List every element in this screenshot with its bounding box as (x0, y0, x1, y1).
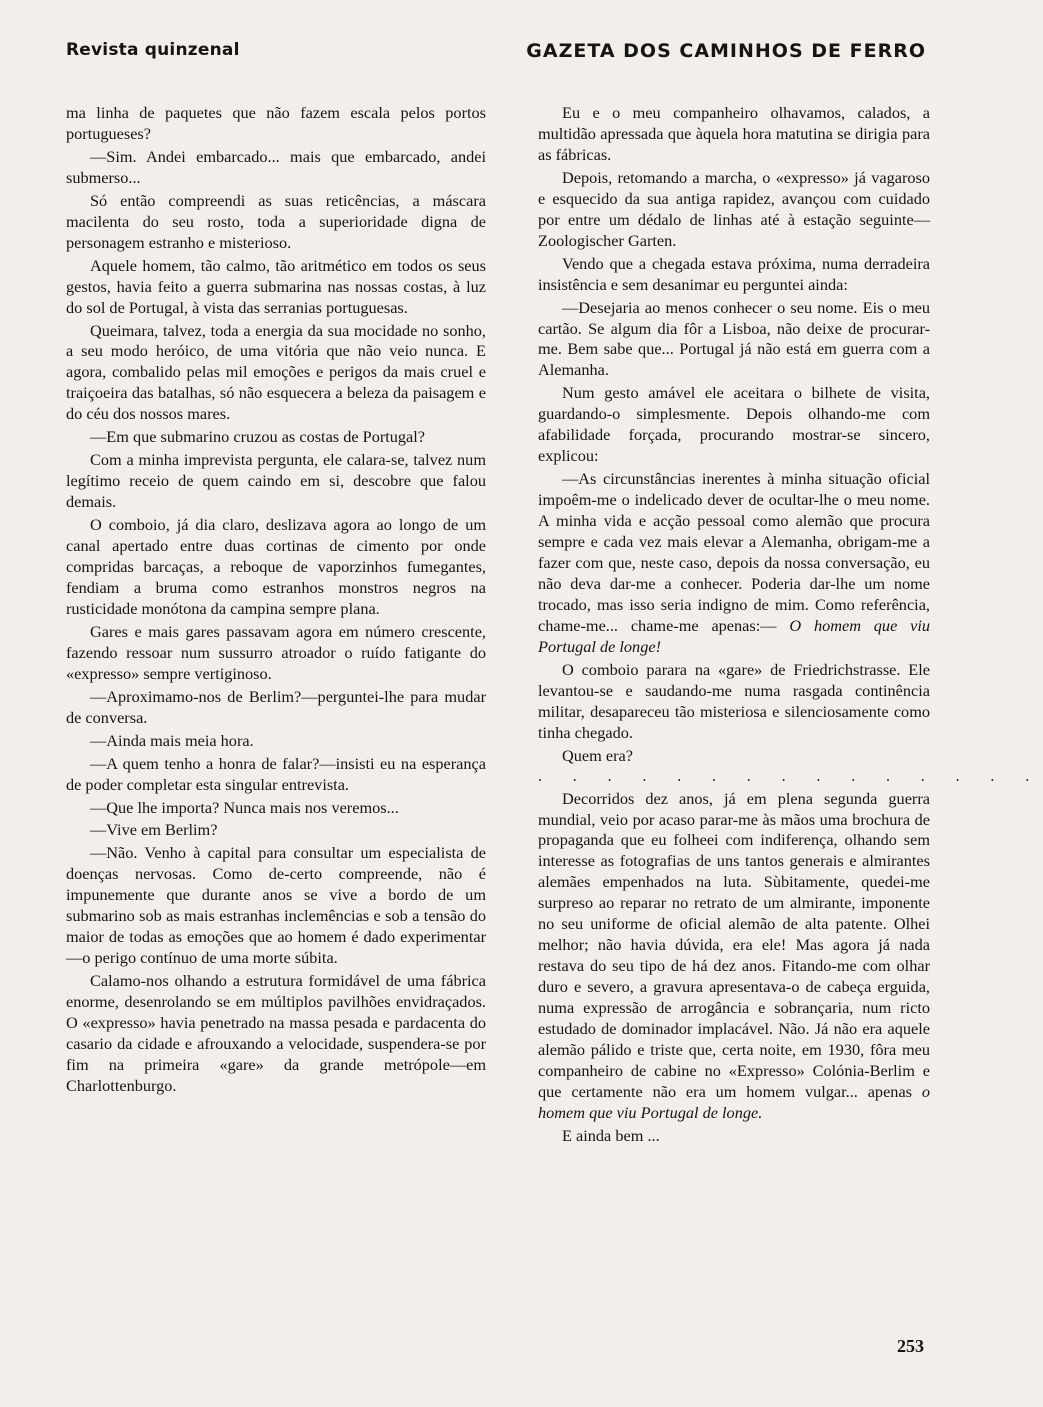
paragraph: E ainda bem ... (562, 1125, 660, 1145)
paragraph: O comboio, já dia claro, deslizava agora ao longo de um canal apertado entre duas cortinas de cimento por onde compridas barcaças, a reboque de vaporzinhos fumegantes, fendiam a bruma como estranhos monstros negros na rusticidade monótona da campina sempre plana. (66, 515, 486, 618)
dialogue-text: —As circunstâncias inerentes à minha situação oficial impoêm-me o indelicado dever de ocultar-lhe o meu nome. A minha vida e acção pessoal como alemão que procura sempre e cada vez mais elevar a Alemanha, obrigam-me a fazer com que, neste caso, depois da nossa conversação, eu não deva dar-me a conhecer. Poderia dar-lhe um nome trocado, mas isso seria indigno de mim. Como referência, chame-me... chame-me apenas:— (538, 469, 930, 635)
narrative-text: Decorridos dez anos, já em plena segunda guerra mundial, veio por acaso parar-me às mãos uma brochura de propaganda que eu folheei com indiferença, olhando sem interesse as fotografias de uns tantos generais e almirantes alemães empenhados na luta. Sùbitamente, quedei-me surpreso ao reparar no retrato de um almirante, imponente no seu uniforme de oficial alemão de alta patente. Olhei melhor; não havia dúvida, era ele! Mas agora já nada restava do seu tipo de há dez anos. Fitando-me com olhar duro e severo, a gravura apresentava-o de cabeça erguida, numa expressão de arrogância e sobrançaria, num ricto estudado de dominador implacável. Não. Já não era aquele alemão pálido e triste que, certa noite, em 1930, fôra meu companheiro de cabine no «Expresso» Colónia-Berlim e que certamente não era um homem vulgar... apenas (538, 788, 930, 1101)
paragraph: ma linha de paquetes que não fazem escala pelos portos portugueses? (66, 103, 486, 143)
running-header-left: Revista quinzenal (66, 40, 240, 60)
paragraph: Aquele homem, tão calmo, tão aritmético em todos os seus gestos, havia feito a guerra submarina nas nossas costas, à luz do sol de Portugal, à vista das serranias portuguesas. (66, 255, 486, 317)
page-number: 253 (897, 1336, 924, 1356)
paragraph: —Sim. Andei embarcado... mais que embarcado, andei submerso... (66, 146, 486, 187)
paragraph: —Vive em Berlim? (90, 820, 218, 840)
paragraph: Eu e o meu companheiro olhavamos, calados, a multidão apressada que àquela hora matutina se dirigia para as fábricas. (538, 103, 930, 164)
text-column-right (538, 103, 1043, 1147)
running-header-right: GAZETA DOS CAMINHOS DE FERRO (526, 40, 926, 62)
paragraph: Gares e mais gares passavam agora em número crescente, fazendo ressoar num sussurro atroador o ruído fatigante do «expresso» sempre vertiginoso. (66, 621, 486, 683)
section-separator: . . . . . . . . . . . . . . . (538, 767, 1043, 785)
paragraph (538, 789, 930, 1124)
paragraph: Quem era? (562, 745, 633, 765)
paragraph: Com a minha imprevista pergunta, ele calara-se, talvez num legítimo receio de quem caindo em si, descobre que falou demais. (66, 450, 486, 512)
paragraph: Só então compreendi as suas reticências, a máscara macilenta do seu rosto, toda a superioridade digna de personagem estranho e misterioso. (66, 190, 486, 252)
paragraph: —Em que submarino cruzou as costas de Portugal? (90, 427, 426, 447)
italic-phrase: o homem que viu Portugal de longe. (538, 1081, 930, 1122)
paragraph: Num gesto amável ele aceitara o bilhete de visita, guardando-o simplesmente. Depois olhando-me com afabilidade forçada, procurando mostrar-se sincero, explicou: (538, 383, 930, 466)
paragraph: —Aproximamo-nos de Berlim?—perguntei-lhe para mudar de conversa. (66, 686, 486, 727)
paragraph: Calamo-nos olhando a estrutura formidável de uma fábrica enorme, desenrolando se em múltiplos pavilhões envidraçados. O «expresso» havia penetrado na massa pesada e pardacenta do casario da cidade e afrouxando a velocidade, suspendera-se por fim na primeira «gare» da grande metrópole—em Charlottenburgo. (66, 971, 486, 1095)
paragraph (538, 469, 930, 658)
text-column-left (66, 103, 486, 1097)
paragraph (538, 298, 930, 382)
paragraph: —Não. Venho à capital para consultar um especialista de doenças nervosas. Como de-certo compreende, não é impunemente que durante anos se vive a bordo de um submarino sob as mais estranhas inclemências e sob a tensão do maior de todas as emoções que ao homem é dado experimentar—o perigo contínuo de uma morte súbita. (66, 843, 486, 968)
paragraph: Vendo que a chegada estava próxima, numa derradeira insistência e sem desanimar eu perguntei ainda: (538, 253, 930, 294)
paragraph: —Que lhe importa? Nunca mais nos veremos... (90, 797, 399, 817)
italic-phrase: O homem que viu Portugal de longe! (538, 615, 931, 656)
paragraph: Depois, retomando a marcha, o «expresso» já vagaroso e esquecido da sua antiga rapidez, avançou com cuidado por entre um dédalo de linhas até à estação seguinte—Zoologischer Garten. (538, 167, 930, 250)
paragraph: Queimara, talvez, toda a energia da sua mocidade no sonho, a seu modo heróico, de uma vitória que não veio nunca. E agora, combalido pelas mil emoções e perigos da mais cruel e traiçoeira das batalhas, só não esquecera a beleza da paisagem e do céu dos nossos mares. (66, 320, 486, 424)
paragraph: O comboio parara na «gare» de Friedrichstrasse. Ele levantou-se e saudando-me numa rasgada continência militar, desapareceu tão misteriosa e silenciosamente como tinha chegado. (538, 659, 930, 742)
dialogue-text: —Desejaria ao menos conhecer o seu nome. Eis o meu cartão. Se algum dia fôr a Lisboa, não deixe de procurar-me. Bem sabe que... Portugal já não está em guerra com a Alemanha. (538, 297, 930, 380)
paragraph: —A quem tenho a honra de falar?—insisti eu na esperança de poder completar esta singular entrevista. (66, 753, 486, 794)
paragraph: —Ainda mais meia hora. (90, 730, 254, 750)
